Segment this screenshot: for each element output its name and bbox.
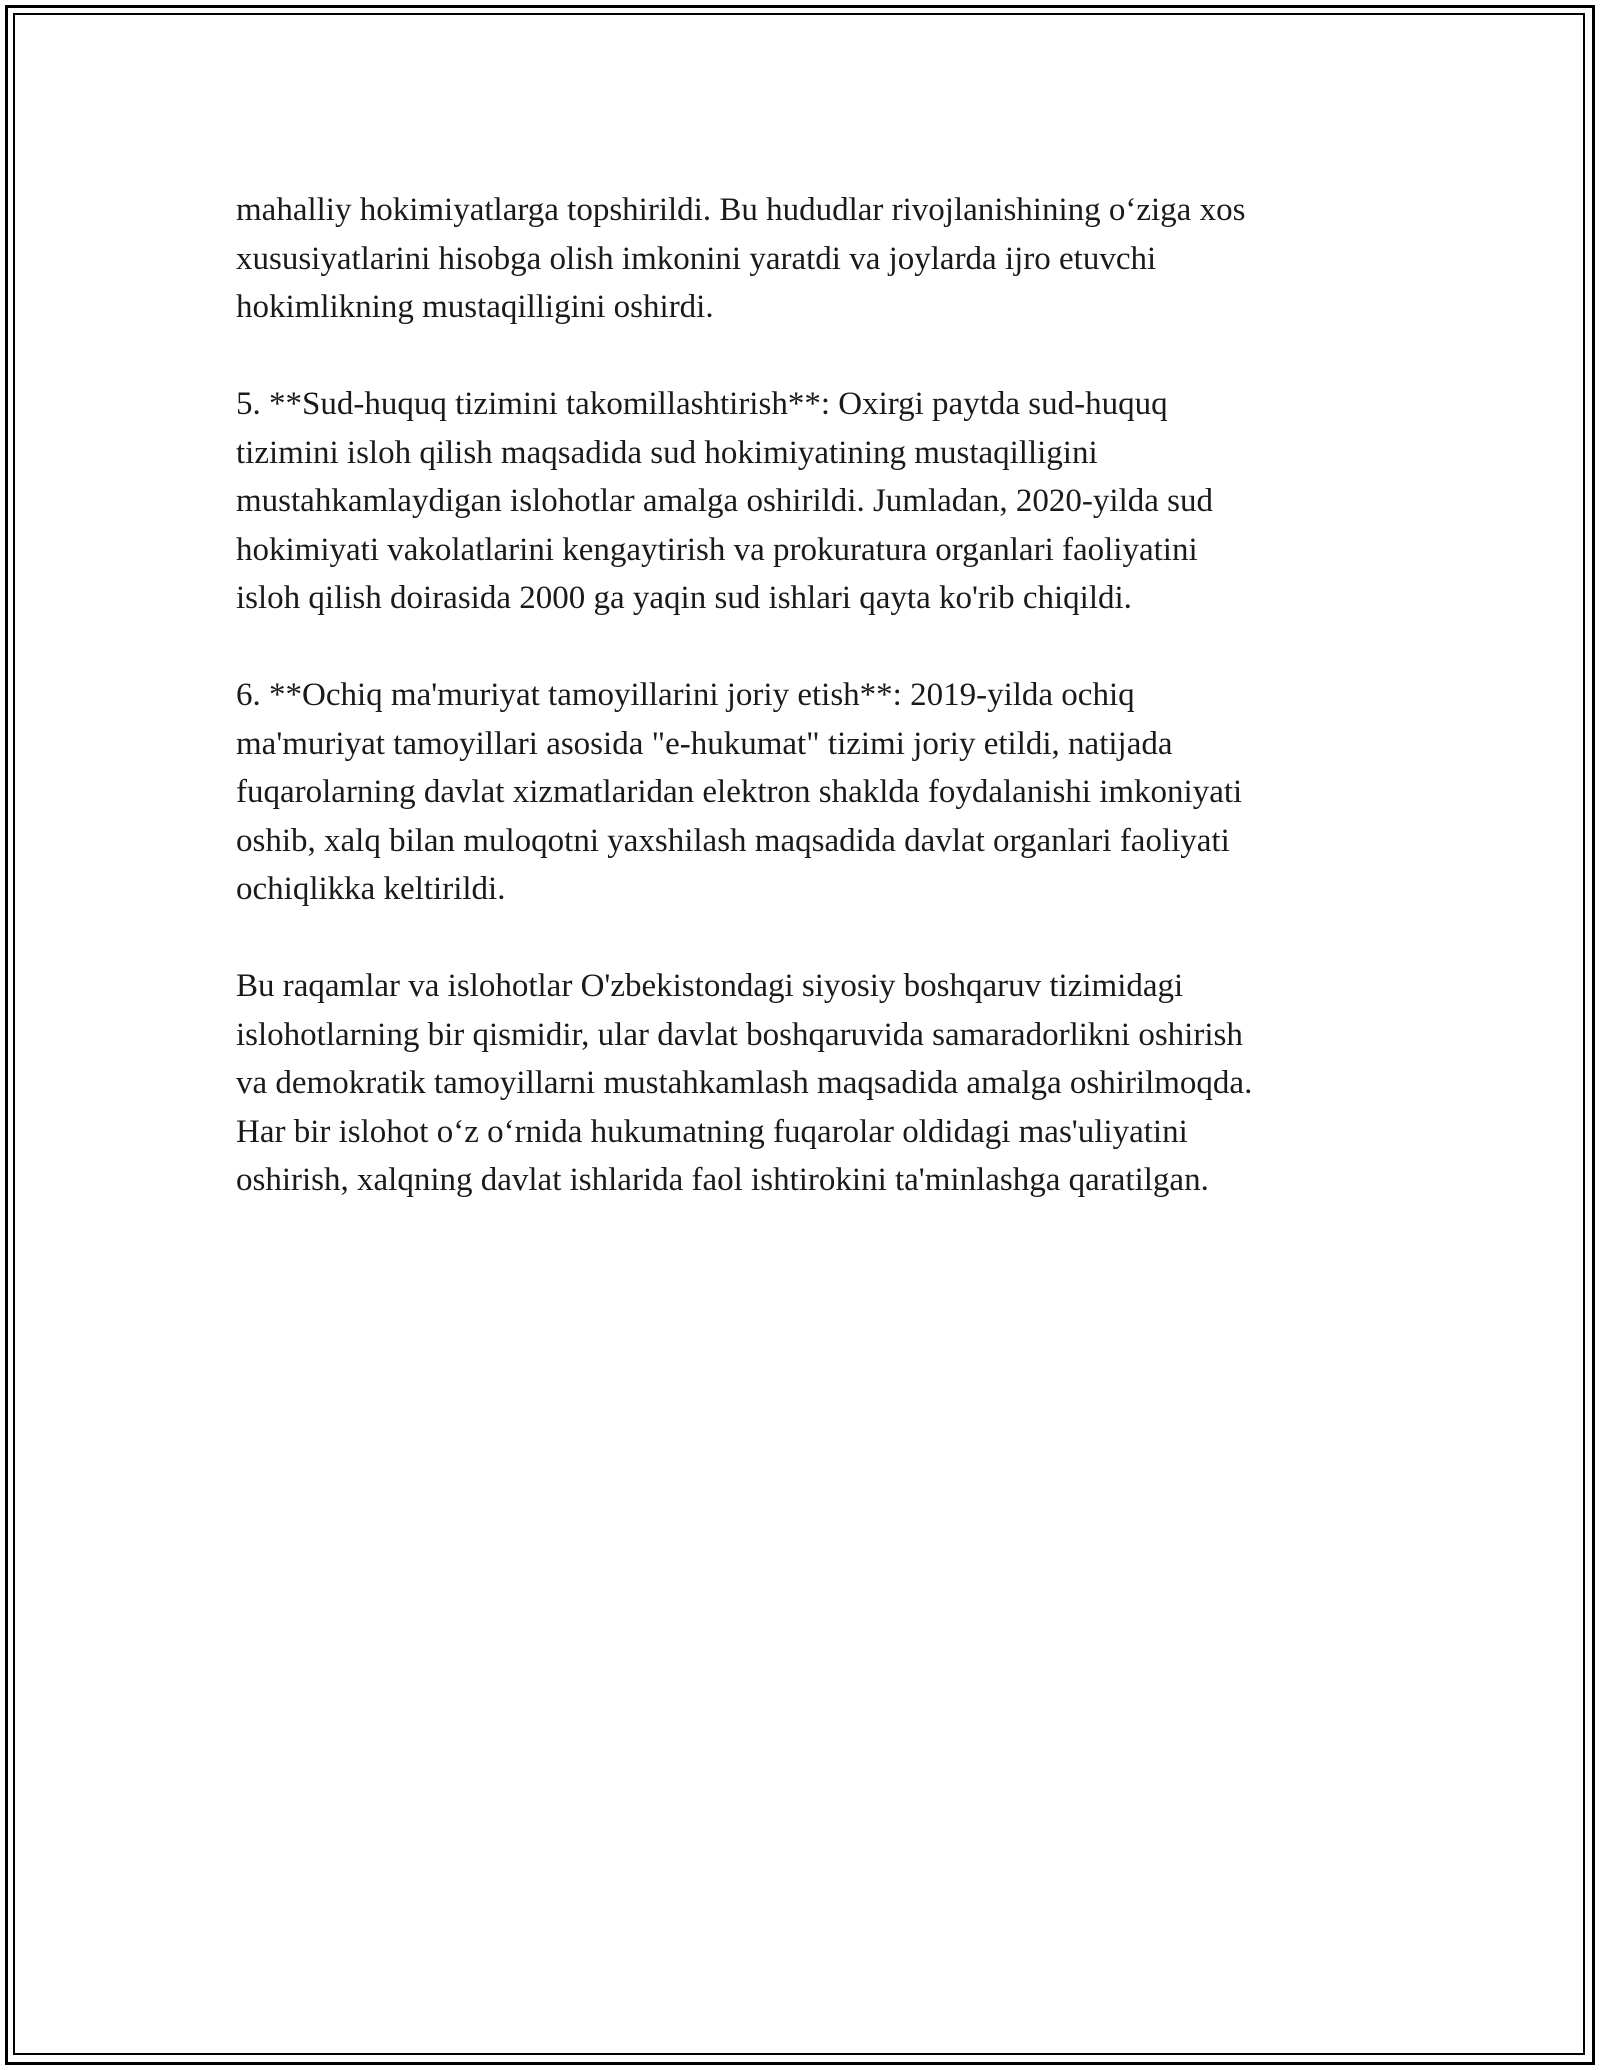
paragraph-hokimiyat-continuation xyxy=(236,186,1376,332)
text-line: hokimlikning mustaqilligini oshirdi. xyxy=(236,289,714,325)
text-line: isloh qilish doirasida 2000 ga yaqin sud ishlari qayta ko'rib chiqildi. xyxy=(236,580,1132,616)
paragraph-item-6-ochiq-mamuriyat xyxy=(236,671,1376,914)
text-line: mahalliy hokimiyatlarga topshirildi. Bu hududlar rivojlanishining o‘ziga xos xyxy=(236,192,1246,228)
text-line: ochiqlikka keltirildi. xyxy=(236,871,506,907)
text-line: 6. **Ochiq ma'muriyat tamoyillarini joriy etish**: 2019-yilda ochiq xyxy=(236,677,1135,713)
text-line: tizimini isloh qilish maqsadida sud hokimiyatining mustaqilligini xyxy=(236,434,1098,471)
text-line: Bu raqamlar va islohotlar O'zbekistondagi siyosiy boshqaruv tizimidagi xyxy=(236,968,1184,1004)
text-line: islohotlarning bir qismidir, ular davlat boshqaruvida samaradorlikni oshirish xyxy=(236,1016,1243,1053)
text-line: xususiyatlarini hisobga olish imkonini yaratdi va joylarda ijro etuvchi xyxy=(236,240,1157,277)
text-line: fuqarolarning davlat xizmatlaridan elektron shaklda foydalanishi imkoniyati xyxy=(236,774,1243,810)
text-line: mustahkamlaydigan islohotlar amalga oshirildi. Jumladan, 2020-yilda sud xyxy=(236,483,1213,519)
text-line: hokimiyati vakolatlarini kengaytirish va prokuratura organlari faoliyatini xyxy=(236,531,1198,568)
text-line: oshib, xalq bilan muloqotni yaxshilash maqsadida davlat organlari faoliyati xyxy=(236,822,1230,859)
text-line: va demokratik tamoyillarni mustahkamlash maqsadida amalga oshirilmoqda. xyxy=(236,1065,1253,1101)
text-line: 5. **Sud-huquq tizimini takomillashtirish**: Oxirgi paytda sud-huquq xyxy=(236,386,1168,422)
document-body xyxy=(236,186,1376,1253)
text-line: Har bir islohot o‘z o‘rnida hukumatning fuqarolar oldidagi mas'uliyatini xyxy=(236,1113,1188,1150)
text-line: ma'muriyat tamoyillari asosida "e-hukumat" tizimi joriy etildi, natijada xyxy=(236,725,1173,762)
paragraph-conclusion xyxy=(236,962,1376,1205)
paragraph-item-5-sud-huquq xyxy=(236,380,1376,623)
text-line: oshirish, xalqning davlat ishlarida faol ishtirokini ta'minlashga qaratilgan. xyxy=(236,1162,1209,1198)
